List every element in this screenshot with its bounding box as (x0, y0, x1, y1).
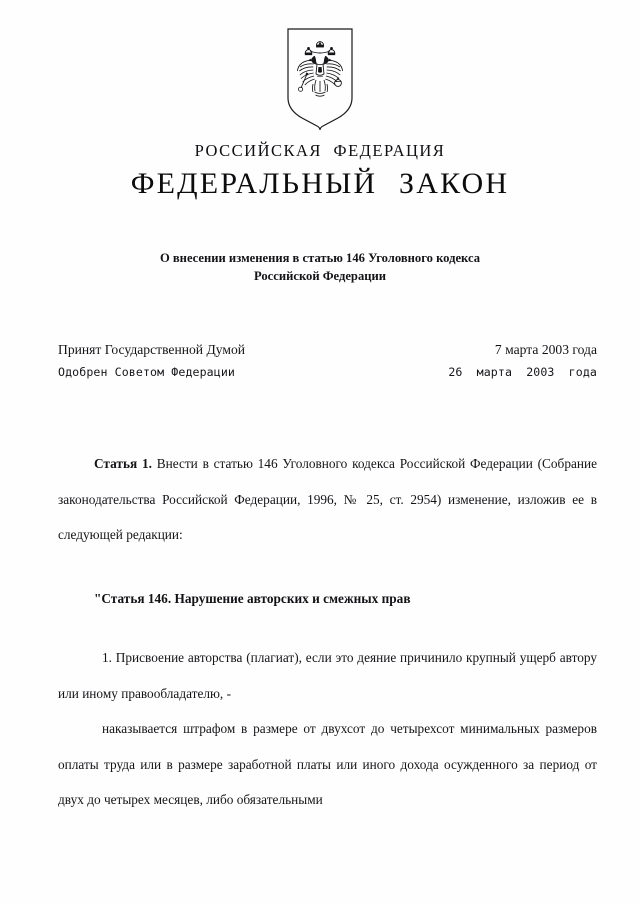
article-1-paragraph (58, 446, 597, 553)
article-1-heading: Статья 1. (94, 456, 152, 471)
russian-coat-of-arms-icon (283, 26, 357, 130)
subtitle-line-2: Российской Федерации (253, 269, 387, 283)
penalty-paragraph: наказывается штрафом в размере от двухсот до четырехсот минимальных размеров оплаты труда или в размере заработной платы или иного дохода осужденного за период от двух до четырех месяцев, либо обязательными (58, 721, 597, 807)
article-1-text: Внести в статью 146 Уголовного кодекса Российской Федерации (Собрание законодательства Российской Федерации, 1996, № 25, ст. 2954) изменение, изложив ее в следующей редакции: (58, 456, 598, 542)
adoption-row-council (58, 361, 597, 383)
country-heading: РОССИЙСКАЯ ФЕДЕРАЦИЯ (194, 141, 446, 160)
spacer (58, 616, 597, 640)
council-date: 26 марта 2003 года (448, 365, 597, 379)
council-label: Одобрен Советом Федерации (58, 365, 236, 379)
emblem-container (0, 26, 640, 130)
adoption-row-duma (58, 339, 597, 361)
spacer (58, 553, 597, 581)
subtitle-line-1: О внесении изменения в статью 146 Уголовного кодекса (159, 251, 481, 265)
document-body (58, 446, 597, 818)
duma-label: Принят Государственной Думой (58, 342, 246, 357)
adoption-block (58, 339, 597, 383)
duma-date: 7 марта 2003 года (494, 342, 597, 357)
page-title: ФЕДЕРАЛЬНЫЙ ЗАКОН (130, 167, 510, 200)
clause-1-paragraph: 1. Присвоение авторства (плагиат), если это деяние причинило крупный ущерб автору или иному правообладателю, - (58, 650, 597, 701)
quoted-article-heading: "Статья 146. Нарушение авторских и смежных прав (94, 590, 411, 606)
document-subtitle (90, 249, 550, 285)
